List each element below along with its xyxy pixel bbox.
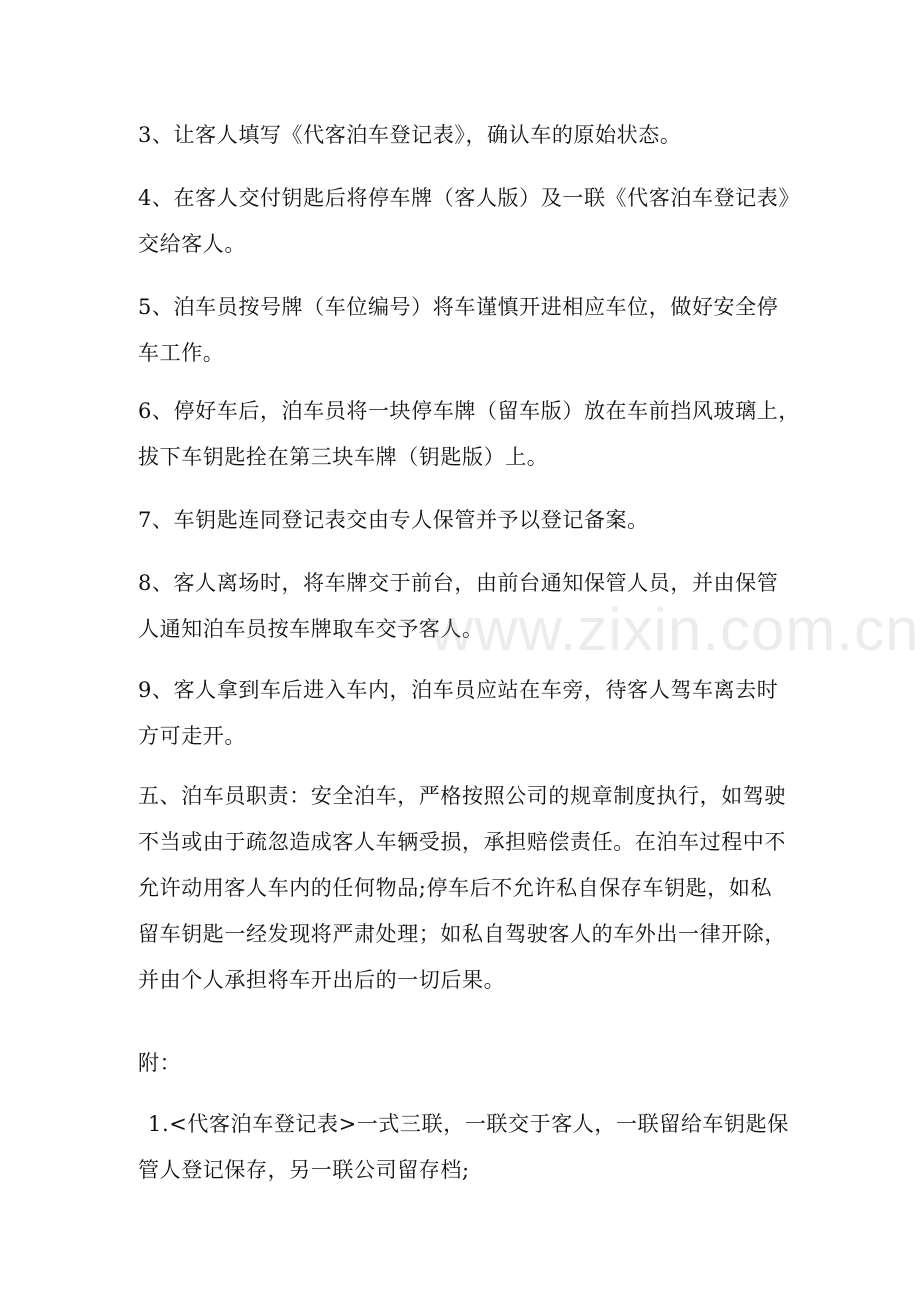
text-line: 留车钥匙一经发现将严肃处理；如私自驾驶客人的车外出一律开除，	[138, 922, 786, 946]
text-line: 8、客人离场时，将车牌交于前台，由前台通知保管人员，并由保管	[138, 571, 779, 595]
text-line: 6、停好车后，泊车员将一块停车牌（留车版）放在车前挡风玻璃上，	[138, 399, 800, 423]
paragraph-appendix-item-1	[138, 1101, 789, 1193]
paragraph-step-4	[138, 175, 800, 267]
text-line: 五、泊车员职责：安全泊车，严格按照公司的规章制度执行，如驾驶	[138, 784, 786, 808]
text-line: 4、在客人交付钥匙后将停车牌（客人版）及一联《代客泊车登记表》	[138, 186, 800, 210]
text-line: 人通知泊车员按车牌取车交予客人。	[138, 617, 484, 641]
paragraph-step-8	[138, 560, 780, 652]
text-line: 3、让客人填写《代客泊车登记表》，确认车的原始状态。	[138, 123, 682, 147]
text-line: 允许动用客人车内的任何物品;停车后不允许私自保存车钥匙，如私	[138, 876, 773, 900]
text-line: 交给客人。	[138, 232, 246, 256]
text-line: 不当或由于疏忽造成客人车辆受损，承担赔偿责任。在泊车过程中不	[138, 830, 786, 854]
paragraph-step-9	[138, 667, 780, 759]
paragraph-step-6	[138, 388, 800, 480]
text-line: 7、车钥匙连同登记表交由专人保管并予以登记备案。	[138, 508, 649, 532]
text-line: 管人登记保存，另一联公司留存档;	[138, 1158, 470, 1182]
watermark: www.zixin.com.cn	[430, 596, 920, 663]
text-line: 1.<代客泊车登记表>一式三联，一联交于客人，一联留给车钥匙保	[148, 1112, 789, 1136]
text-line: 拔下车钥匙拴在第三块车牌（钥匙版）上。	[138, 445, 549, 469]
paragraph-step-5	[138, 284, 780, 376]
text-line: 9、客人拿到车后进入车内，泊车员应站在车旁，待客人驾车离去时	[138, 678, 779, 702]
paragraph-appendix-heading	[138, 1040, 780, 1086]
text-line: 方可走开。	[138, 724, 246, 748]
text-line: 5、泊车员按号牌（车位编号）将车谨慎开进相应车位，做好安全停	[138, 295, 779, 319]
text-line: 车工作。	[138, 341, 225, 365]
paragraph-step-7	[138, 497, 780, 543]
text-line: 附：	[138, 1051, 182, 1075]
text-line: 并由个人承担将车开出后的一切后果。	[138, 968, 506, 992]
paragraph-duties	[138, 773, 786, 1003]
paragraph-step-3	[138, 112, 780, 158]
